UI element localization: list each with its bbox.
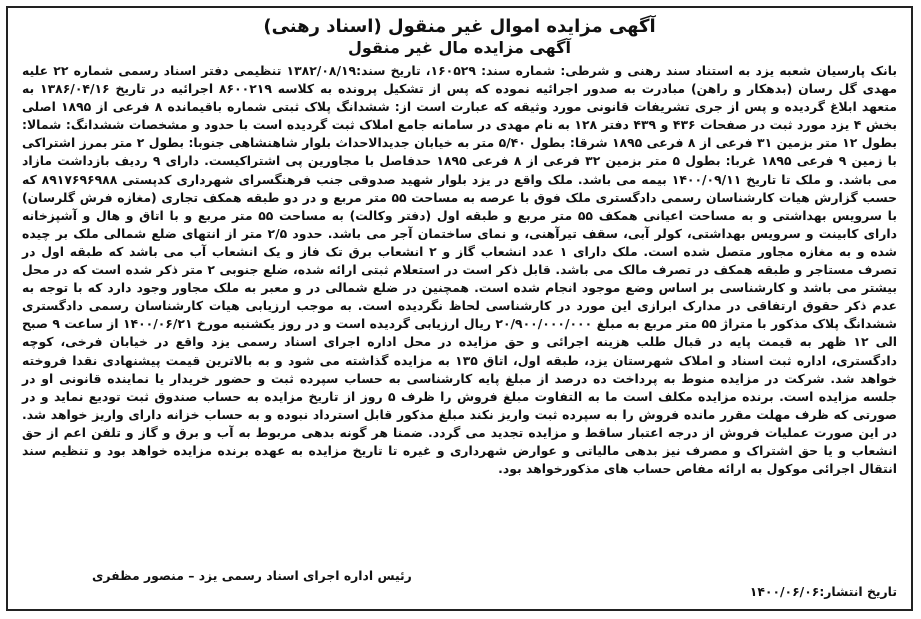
notice-subtitle: آگهی مزایده مال غیر منقول (348, 38, 571, 57)
notice-title: آگهی مزایده اموال غیر منقول (اسناد رهنی) (263, 16, 656, 37)
notice-body: بانک پارسیان شعبه یزد به استناد سند رهنی و شرطی: شماره سند: ۱۶۰۵۲۹، تاریخ سند:۱۳۸۲/۰۸/۱۹ تنظیمی دفتر اسناد رسمی شماره ۲۲ علیه مهدی گل رسان (بدهکار و راهن) مبادرت به صدور اجرائیه نموده که پس از تشکیل پرونده به کلاسه ۸۶۰۰۲۱۹ اجرائیه در تاریخ ۱۳۸۶/۰۴/۱۶ به متعهد ابلاغ گردیده و پس از جری تشریفات قانونی مورد وثیقه که عبارت است از: ششدانگ پلاک ثبتی شماره باقیمانده ۸ فرعی از ۱۸۹۵ اصلی بخش ۴ یزد مورد ثبت در صفحات ۴۳۶ و ۴۳۹ دفتر ۱۲۸ به نام مهدی در سامانه جامع املاک ثبت گردیده است با حدود و مشخصات ششدانگ: شمالا: بطول ۱۲ متر بزمین ۳۱ فرعی از ۸ فرعی ۱۸۹۵ شرقا: بطول ۵/۴۰ متر به خیابان جدیدالاحداث بلوار شاهنشاهی جنوبا: بطول ۲ متر بمرز اشتراکی با زمین ۹ فرعی ۱۸۹۵ غربا: بطول ۵ متر بزمین ۳۲ فرعی از ۸ فرعی ۱۸۹۵ حدفاصل با مجاورین پی اشتراکیست. دارای ۹ ردیف بازداشت مازاد می باشد. و ملک تا تاریخ ۱۴۰۰/۰۹/۱۱ بیمه می باشد. ملک واقع در یزد بلوار شهید صدوقی جنب فرهنگسرای شهرداری کدپستی ۸۹۱۷۶۹۶۹۸۸ که حسب گزارش هیات کارشناسان رسمی دادگستری ملک فوق با عرصه به مساحت ۵۵ متر مربع و در دو طبقه همکف تجاری (مغازه فرش گلرسان) با سرویس بهداشتی و به مساحت اعیانی همکف ۵۵ متر مربع و طبقه اول (دفتر وکالت) به مساحت ۵۵ متر مربع و با اتاق و هال و آشپزخانه دارای کابینت و سرویس بهداشتی، کولر آبی، سقف تیرآهنی، و نمای ساختمان آجر می باشد. حدود ۲/۵ متر از انتهای ضلع شمالی ملک بر چیده شده و به مغازه مجاور متصل شده است. ملک دارای ۱ عدد انشعاب گاز و ۲ انشعاب برق تک فاز و یک انشعاب آب می باشد که طبقه اول در تصرف مستاجر و طبقه همکف در تصرف مالک می باشد. قابل ذکر است در استعلام ثبتی ارائه شده، ضلع جنوبی ۲ متر ذکر شده است که در محل بیشتر می باشد و کارشناسی بر اساس وضع موجود انجام شده است. همچنین در ضلع شمالی در و معبر به ملک مجاور وجود دارد که با توجه به عدم ذکر حقوق ارتفاقی در مدارک ابرازی این مورد در کارشناسی لحاظ نگردیده است. به موجب ارزیابی هیات کارشناسان رسمی دادگستری ششدانگ پلاک مذکور با متراژ ۵۵ متر مربع به مبلغ ۲۰/۹۰۰/۰۰۰/۰۰۰ ریال ارزیابی گردیده است و در روز یکشنبه مورخ ۱۴۰۰/۰۶/۲۱ از ساعت ۹ صبح الی ۱۲ ظهر به قیمت پایه در قبال طلب هزینه اجرائی و حق مزایده در محل اداره اجرای اسناد رسمی یزد واقع در خیابان فرخی، کوچه دادگستری، اداره ثبت اسناد و املاک شهرستان یزد، طبقه اول، اتاق ۱۳۵ به مزایده گذاشته می شود و به بالاترین قیمت پیشنهادی نقدا فروخته خواهد شد. شرکت در مزایده منوط به پرداخت ده درصد از مبلغ پایه کارشناسی به حساب سپرده ثبت و حضور خریدار یا نماینده قانونی او در جلسه مزایده است. برنده مزایده مکلف است ما به التفاوت مبلغ فروش را ظرف ۵ روز از تاریخ مزایده به حساب صندوق ثبت تودیع نماید و در صورتی که ظرف مهلت مقرر مانده فروش را به سپرده ثبت واریز نکند مبلغ مذکور قابل استرداد نبوده و به حساب خزانه دارای واریز خواهد شد. در این صورت عملیات فروش از درجه اعتبار ساقط و مزایده تجدید می گردد. ضمنا هر گونه بدهی مربوط به آب و برق و گاز و تلفن اعم از حق انشعاب و یا حق اشتراک و مصرف نیز بدهی مالیاتی و عوارض شهرداری و غیره تا تاریخ مزایده به عهده برنده مزایده خواهد بود و تنظیم سند انتقال اجرائی موکول به ارائه مفاص حساب های مذکورخواهد بود. (22, 63, 898, 477)
publish-date: تاریخ انتشار:۱۴۰۰/۰۶/۰۶ (749, 584, 897, 599)
notice-frame (6, 6, 913, 611)
signature-line: رئیس اداره اجرای اسناد رسمی یزد – منصور مظفری (92, 568, 412, 583)
notice-content (22, 14, 897, 603)
